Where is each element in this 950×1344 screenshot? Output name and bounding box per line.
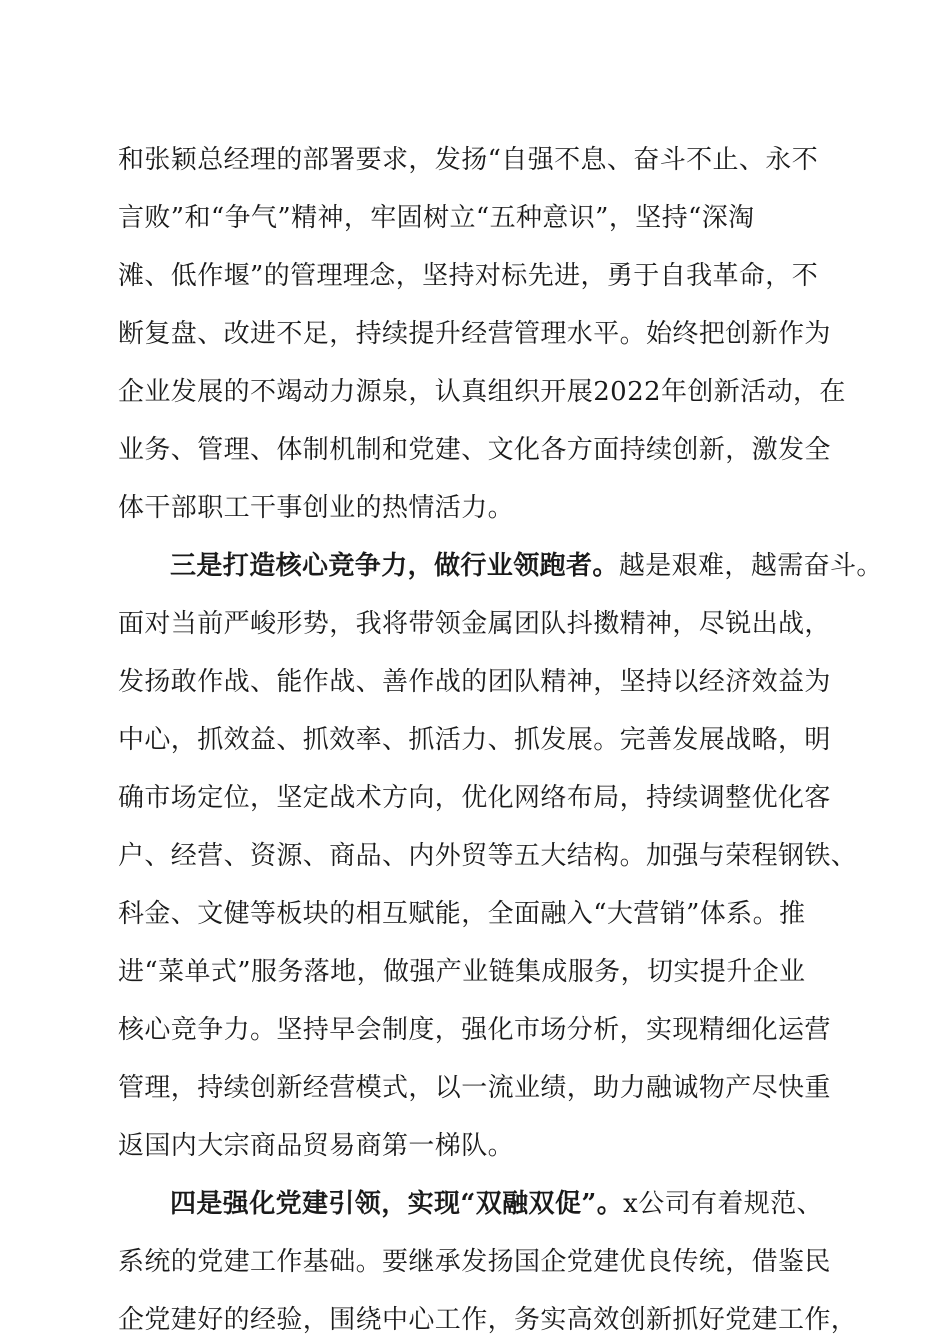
paragraph-1-line-7: 体干部职工干事创业的热情活力。 (118, 493, 515, 523)
paragraph-2-heading: 三是打造核心竞争力，做行业领跑者。 (170, 551, 619, 581)
paragraph-1-line-5: 企业发展的不竭动力源泉，认真组织开展2022年创新活动，在 (118, 377, 846, 407)
paragraph-1-line-1: 和张颖总经理的部署要求，发扬“自强不息、奋斗不止、永不 (118, 145, 819, 175)
paragraph-3-line-3: 企党建好的经验，围绕中心工作，务实高效创新抓好党建工作， (118, 1305, 858, 1335)
paragraph-2-line-1 (170, 551, 883, 581)
paragraph-1-line-6: 业务、管理、体制机制和党建、文化各方面持续创新，激发全 (118, 435, 831, 465)
paragraph-2-line-7: 科金、文健等板块的相互赋能，全面融入“大营销”体系。推 (118, 899, 806, 929)
paragraph-2-line-11: 返国内大宗商品贸易商第一梯队。 (118, 1131, 515, 1161)
paragraph-3-heading: 四是强化党建引领，实现“双融双促”。 (170, 1189, 624, 1219)
paragraph-1-line-3: 滩、低作堰”的管理理念，坚持对标先进，勇于自我革命，不 (118, 261, 819, 291)
paragraph-2-line-3: 发扬敢作战、能作战、善作战的团队精神，坚持以经济效益为 (118, 667, 831, 697)
paragraph-1-line-2: 言败”和“争气”精神，牢固树立“五种意识”，坚持“深淘 (118, 203, 755, 233)
paragraph-3-line-1 (170, 1189, 850, 1219)
paragraph-2-line-6: 户、经营、资源、商品、内外贸等五大结构。加强与荣程钢铁、 (118, 841, 858, 871)
paragraph-2-line-2: 面对当前严峻形势，我将带领金属团队抖擞精神，尽锐出战， (118, 609, 831, 639)
paragraph-1-line-4: 断复盘、改进不足，持续提升经营管理水平。始终把创新作为 (118, 319, 831, 349)
paragraph-2-line-4: 中心，抓效益、抓效率、抓活力、抓发展。完善发展战略，明 (118, 725, 831, 755)
paragraph-2-line-5: 确市场定位，坚定战术方向，优化网络布局，持续调整优化客 (118, 783, 831, 813)
paragraph-2-line-10: 管理，持续创新经营模式，以一流业绩，助力融诚物产尽快重 (118, 1073, 831, 1103)
paragraph-2-line-9: 核心竞争力。坚持早会制度，强化市场分析，实现精细化运营 (118, 1015, 831, 1045)
paragraph-3-line-1-text: x公司有着规范、 (623, 1189, 823, 1219)
paragraph-2-line-1-text: 越是艰难，越需奋斗。 (618, 551, 883, 581)
paragraph-2-line-8: 进“菜单式”服务落地，做强产业链集成服务，切实提升企业 (118, 957, 806, 987)
paragraph-3-line-2: 系统的党建工作基础。要继承发扬国企党建优良传统，借鉴民 (118, 1247, 831, 1277)
